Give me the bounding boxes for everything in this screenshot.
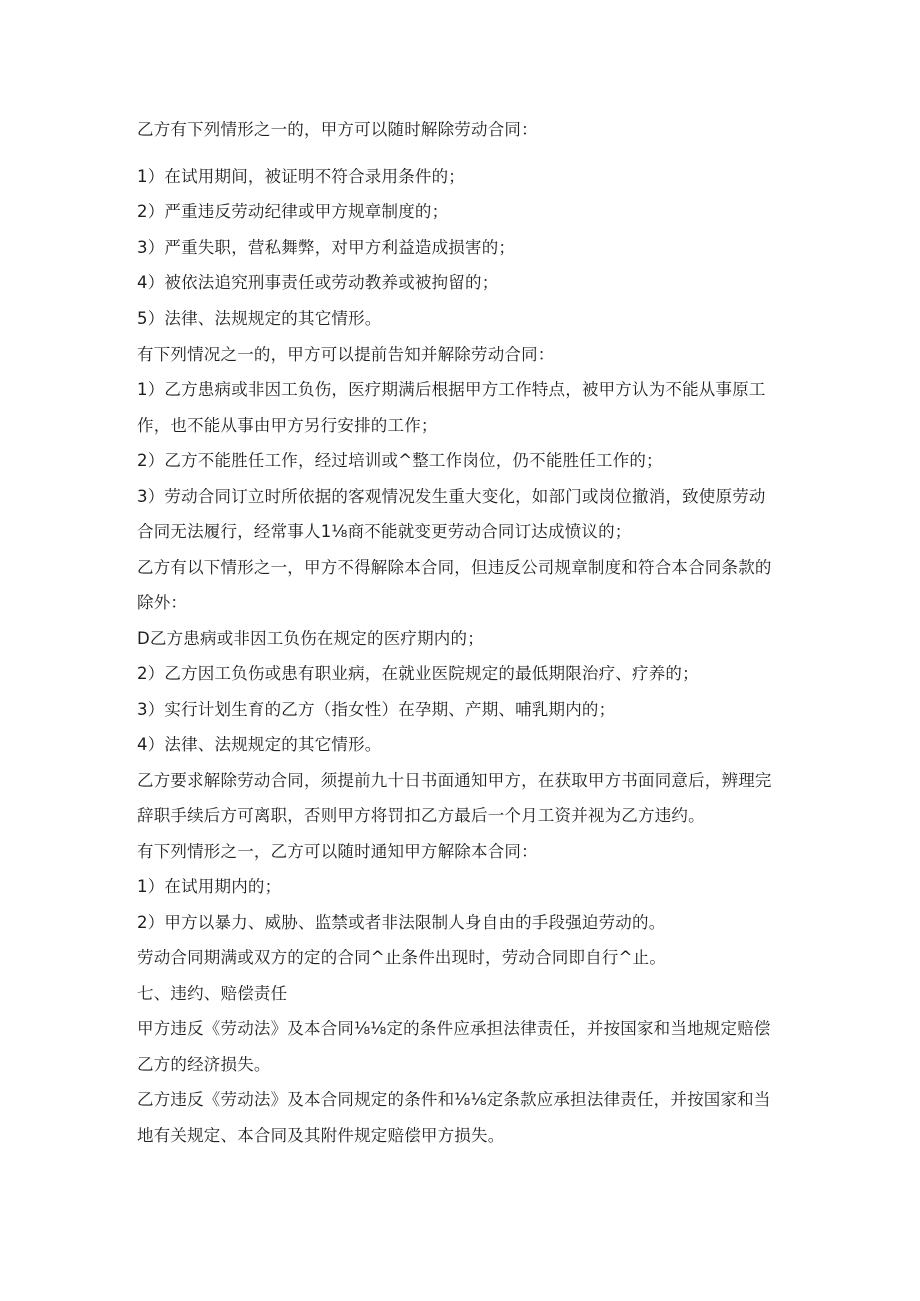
- paragraph-employee-breach-line-1: 乙方违反《劳动法》及本合同规定的条件和⅛⅛定条款应承担法律责任，并按国家和当: [137, 1090, 771, 1109]
- list-item-probation-period: 1）在试用期内的；: [137, 877, 282, 896]
- list-item-criminal-liability: 4）被依法追究刑事责任或劳动教养或被拘留的；: [137, 273, 499, 292]
- list-item-circumstance-change-line-2: 合同无法履行，经常事人1⅛商不能就变更劳动合同订达成愤议的；: [137, 522, 632, 541]
- clause-heading-employer-terminate-immediately: 乙方有下列情形之一的，甲方可以随时解除劳动合同：: [137, 120, 538, 139]
- list-item-probation: 1）在试用期间，被证明不符合录用条件的；: [137, 167, 465, 186]
- list-item-discipline-violation: 2）严重违反劳动纪律或甲方规章制度的；: [137, 202, 449, 221]
- clause-heading-employee-terminate: 有下列情形之一，乙方可以随时通知甲方解除本合同：: [137, 842, 538, 861]
- paragraph-employee-resignation-line-1: 乙方要求解除劳动合同，须提前九十日书面通知甲方，在获取甲方书面同意后，辨理完: [137, 771, 772, 790]
- list-item-dereliction: 3）严重失职，营私舞弊，对甲方利益造成损害的；: [137, 238, 516, 257]
- list-item-other-legal: 5）法律、法规规定的其它情形。: [137, 309, 382, 328]
- paragraph-contract-expiry: 劳动合同期满或双方的定的合同^止条件出现时，劳动合同即自行^止。: [137, 948, 667, 967]
- list-item-forced-labor: 2）甲方以暴力、威胁、监禁或者非法限制人身自由的手段强迫劳动的。: [137, 913, 666, 932]
- list-item-occupational-disease: 2）乙方因工负伤或患有职业病，在就业医院规定的最低期限治疗、疗养的；: [137, 664, 699, 683]
- list-item-medical-period: D乙方患病或非因工负伤在规定的医疗期内的；: [137, 629, 484, 648]
- clause-heading-no-termination-line-1: 乙方有以下情形之一，甲方不得解除本合同，但违反公司规章制度和符合本合同条款的: [137, 558, 772, 577]
- list-item-circumstance-change-line-1: 3）劳动合同订立时所依据的客观情况发生重大变化，如部门或岗位撤消，致使原劳动: [137, 487, 766, 506]
- list-item-illness-line-2: 作，也不能从事由甲方另行安排的工作；: [137, 416, 438, 435]
- paragraph-employee-breach-line-2: 地有关规定、本合同及其附件规定赔偿甲方损失。: [137, 1126, 505, 1145]
- paragraph-employer-breach-line-1: 甲方违反《劳动法》及本合同⅛⅛定的条件应承担法律责任，并按国家和当地规定赔偿: [137, 1019, 771, 1038]
- paragraph-employee-resignation-line-2: 辞职手续后方可离职，否则甲方将罚扣乙方最后一个月工资并视为乙方违约。: [137, 806, 705, 825]
- paragraph-employer-breach-line-2: 乙方的经济损失。: [137, 1055, 271, 1074]
- clause-heading-no-termination-line-2: 除外：: [137, 593, 188, 612]
- list-item-pregnancy: 3）实行计划生育的乙方（指女性）在孕期、产期、哺乳期内的；: [137, 700, 616, 719]
- section-heading-breach-liability: 七、违约、赔偿责任: [137, 984, 288, 1003]
- list-item-illness-line-1: 1）乙方患病或非因工负伤，医疗期满后根据甲方工作特点，被甲方认为不能从事原工: [137, 380, 766, 399]
- list-item-other-legal-2: 4）法律、法规规定的其它情形。: [137, 735, 382, 754]
- clause-heading-employer-terminate-notice: 有下列情况之一的，甲方可以提前告知并解除劳动合同：: [137, 345, 555, 364]
- list-item-incompetence: 2）乙方不能胜任工作，经过培训或^整工作岗位，仍不能胜任工作的；: [137, 451, 663, 470]
